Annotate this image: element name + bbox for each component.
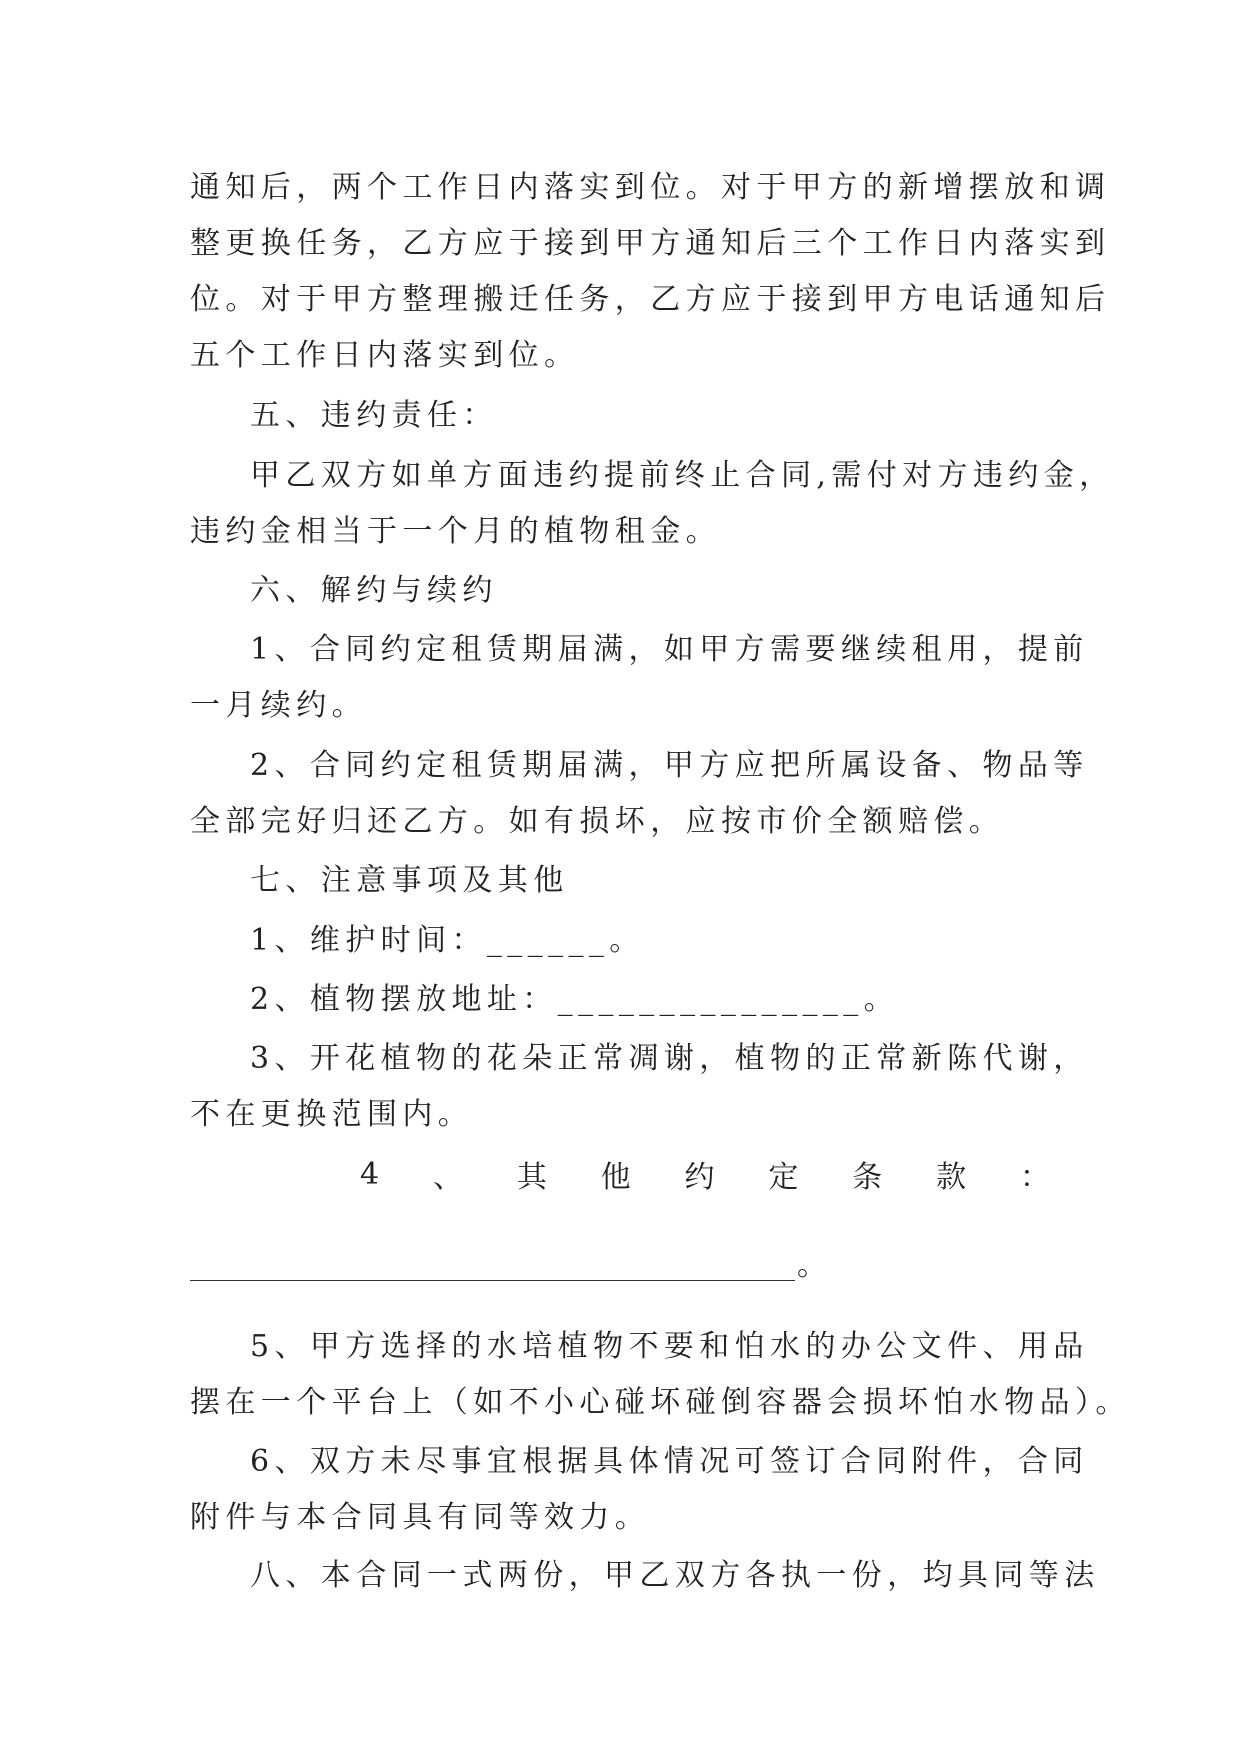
paragraph-line: 5、甲方选择的水培植物不要和怕水的办公文件、用品 xyxy=(250,1329,1089,1364)
paragraph-line: 一月续约。 xyxy=(190,688,367,723)
blank-end-mark: 。 xyxy=(797,1248,827,1283)
spread-char: 条 xyxy=(852,1160,883,1195)
spread-char: 约 xyxy=(684,1160,715,1195)
paragraph-line: 甲乙双方如单方面违约提前终止合同,需付对方违约金， xyxy=(250,458,1115,493)
paragraph-line: 6、双方未尽事宜根据具体情况可签订合同附件，合同 xyxy=(250,1444,1089,1479)
blank-underline xyxy=(190,1254,795,1281)
paragraph-line: 1、维护时间：______。 xyxy=(250,923,645,958)
spread-char: 款 xyxy=(936,1160,967,1195)
paragraph-line: 位。对于甲方整理搬迁任务，乙方应于接到甲方电话通知后 xyxy=(190,282,1111,317)
spread-char: ： xyxy=(1019,1160,1050,1195)
paragraph-line: 五个工作日内落实到位。 xyxy=(190,338,580,373)
paragraph-line: 3、开花植物的花朵正常凋谢，植物的正常新陈代谢， xyxy=(250,1041,1089,1076)
paragraph-line: 整更换任务，乙方应于接到甲方通知后三个工作日内落实到 xyxy=(190,226,1111,261)
spread-char: 、 xyxy=(432,1160,463,1195)
paragraph-line: 附件与本合同具有同等效力。 xyxy=(190,1500,651,1535)
paragraph-line: 全部完好归还乙方。如有损坏，应按市价全额赔偿。 xyxy=(190,804,1005,839)
paragraph-line: 1、合同约定租赁期届满，如甲方需要继续租用，提前 xyxy=(250,632,1089,667)
section-heading-5: 五、违约责任： xyxy=(250,398,498,433)
spread-char: 定 xyxy=(768,1160,799,1195)
paragraph-line: 违约金相当于一个月的植物租金。 xyxy=(190,514,721,549)
paragraph-line: 2、植物摆放地址：_______________。 xyxy=(250,982,900,1017)
paragraph-line: 不在更换范围内。 xyxy=(190,1097,474,1132)
paragraph-line: 通知后，两个工作日内落实到位。对于甲方的新增摆放和调 xyxy=(190,170,1111,205)
spread-clause-line xyxy=(190,1144,1050,1204)
section-heading-8: 八、本合同一式两份，甲乙双方各执一份，均具同等法 xyxy=(250,1558,1100,1593)
spread-char: 4 xyxy=(360,1156,380,1192)
section-heading-7: 七、注意事项及其他 xyxy=(250,863,569,898)
spread-char: 其 xyxy=(516,1160,547,1195)
paragraph-line: 2、合同约定租赁期届满，甲方应把所属设备、物品等 xyxy=(250,748,1089,783)
section-heading-6: 六、解约与续约 xyxy=(250,573,498,608)
paragraph-line: 摆在一个平台上（如不小心碰坏碰倒容器会损坏怕水物品）。 xyxy=(190,1385,1131,1420)
fill-in-blank-line xyxy=(190,1241,827,1281)
spread-char: 他 xyxy=(600,1160,631,1195)
